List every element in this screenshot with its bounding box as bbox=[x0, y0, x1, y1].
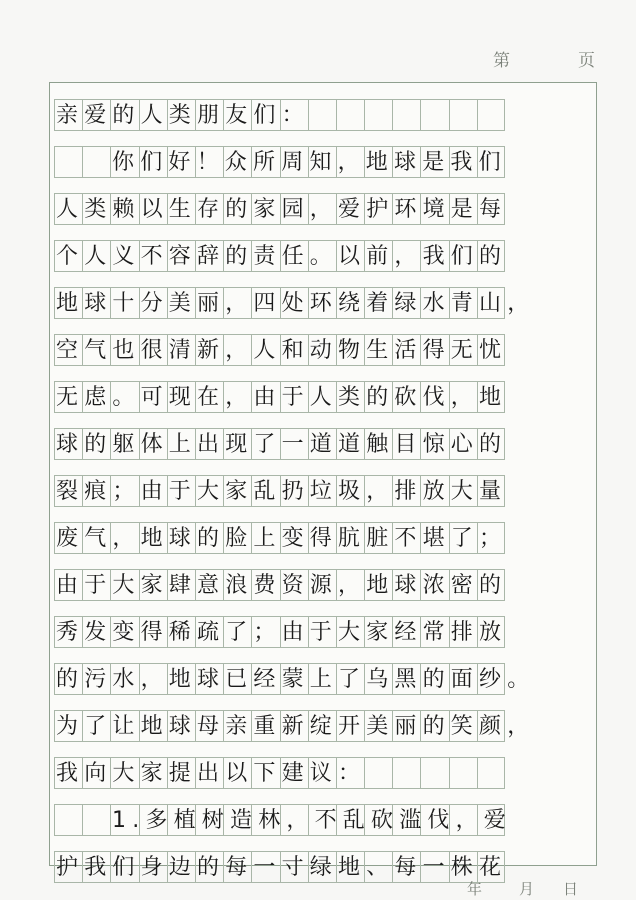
grid-row bbox=[54, 710, 536, 757]
grid-row bbox=[54, 193, 506, 240]
handwritten-line: 护我们身边的每一寸绿地、每一株花 bbox=[56, 855, 508, 880]
handwritten-line: 1.多植树造林，不乱砍滥伐，爱 bbox=[112, 808, 512, 833]
handwritten-line: 人类赖以生存的家园，爱护环境是每 bbox=[56, 197, 508, 222]
grid-cell bbox=[477, 757, 505, 789]
handwritten-line: 你们好！众所周知，地球是我们 bbox=[112, 150, 507, 175]
handwritten-line: 球的躯体上出现了一道道触目惊心的 bbox=[56, 432, 508, 457]
handwritten-line: 秀发变得稀疏了；由于大家经常排放 bbox=[56, 620, 508, 645]
date-month-label: 月 bbox=[519, 880, 535, 898]
handwritten-line: 无虑。可现在，由于人类的砍伐，地 bbox=[56, 385, 508, 410]
grid-cell bbox=[54, 804, 82, 836]
grid-cell bbox=[82, 146, 110, 178]
grid-cell bbox=[420, 99, 448, 131]
grid-cell bbox=[54, 146, 82, 178]
grid-cell bbox=[308, 99, 336, 131]
grid-row bbox=[54, 287, 536, 334]
handwritten-line: 空气也很清新，人和动物生活得无忧 bbox=[56, 338, 508, 363]
grid-row bbox=[54, 99, 506, 146]
grid-row bbox=[54, 851, 506, 898]
grid-row bbox=[54, 475, 506, 522]
handwritten-line: 为了让地球母亲重新绽开美丽的笑颜， bbox=[56, 714, 536, 739]
handwritten-line: 亲爱的人类朋友们： bbox=[56, 103, 310, 128]
grid-cell bbox=[420, 757, 448, 789]
grid-cell bbox=[392, 99, 420, 131]
grid-row bbox=[54, 757, 506, 804]
handwritten-line: 裂痕；由于大家乱扔垃圾，排放大量 bbox=[56, 479, 508, 504]
grid-row bbox=[54, 569, 506, 616]
grid-row bbox=[54, 663, 536, 710]
handwritten-line: 的污水，地球已经蒙上了乌黑的面纱。 bbox=[56, 667, 536, 692]
grid-row bbox=[54, 381, 506, 428]
grid-cell bbox=[449, 99, 477, 131]
grid-cell bbox=[82, 804, 110, 836]
page-number-label-ye: 页 bbox=[578, 51, 596, 71]
date-year-label: 年 bbox=[467, 880, 483, 898]
grid-cell bbox=[392, 757, 420, 789]
grid-cell bbox=[449, 757, 477, 789]
grid-cell bbox=[477, 99, 505, 131]
grid-row bbox=[54, 334, 506, 381]
grid-cell bbox=[364, 757, 392, 789]
handwritten-line: 我向大家提出以下建议： bbox=[56, 761, 367, 786]
handwritten-line: 个人义不容辞的责任。以前，我们的 bbox=[56, 244, 508, 269]
grid-cell bbox=[336, 99, 364, 131]
writing-grid bbox=[54, 99, 536, 898]
handwritten-line: 废气，地球的脸上变得肮脏不堪了； bbox=[56, 526, 508, 551]
grid-row bbox=[54, 616, 506, 663]
grid-cell bbox=[364, 99, 392, 131]
grid-row bbox=[54, 240, 506, 287]
page-number-label-di: 第 bbox=[493, 51, 511, 71]
composition-sheet bbox=[49, 82, 597, 880]
grid-row bbox=[54, 146, 506, 193]
handwritten-line: 由于大家肆意浪费资源，地球浓密的 bbox=[56, 573, 508, 598]
grid-row bbox=[54, 522, 506, 569]
date-day-label: 日 bbox=[563, 880, 579, 898]
grid-row bbox=[54, 428, 506, 475]
grid-row bbox=[54, 804, 512, 851]
handwritten-line: 地球十分美丽，四处环绕着绿水青山， bbox=[56, 291, 536, 316]
